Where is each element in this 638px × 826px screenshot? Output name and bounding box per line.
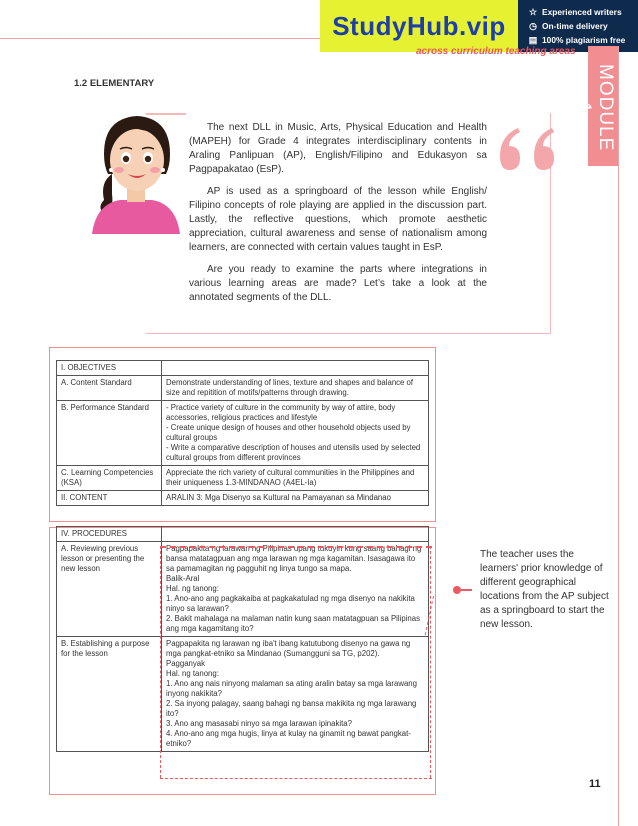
side-rule <box>618 46 619 826</box>
narrative-paragraph: The next DLL in Music, Arts, Physical Education and Health (MAPEH) for Grade 4 integrates interdisciplinary contents in Araling Panlipuan (AP), English/Filipino and Edukasyon sa Pagpapakatao (EsP). <box>189 122 487 175</box>
row-content: Appreciate the rich variety of cultural communities in the Philippines and their uniqueness 1.3-MINDANAO (A4EL-Ia) <box>162 466 429 491</box>
row-label: A. Reviewing previous lesson or presenting the new lesson <box>57 542 162 637</box>
table-row <box>57 466 429 491</box>
page-subtitle: across curriculum teaching areas <box>416 46 576 57</box>
row-line: 3. Ano ang masasabi ninyo sa mga larawan ipinakita? <box>166 719 352 728</box>
perk-label: Experienced writers <box>542 7 622 17</box>
row-line: - Practice variety of culture in the community by way of attire, body accessories, religious practices and lifestyle <box>166 403 396 422</box>
row-content <box>162 637 429 752</box>
procedures-table <box>56 526 429 752</box>
perk-label: 100% plagiarism free <box>542 35 626 45</box>
row-line: Pagganyak <box>166 659 206 668</box>
row-line: - Write a comparative description of houses and utensils used by selected cultural groups from different provinces <box>166 443 421 462</box>
callout-connector <box>461 589 472 591</box>
table-row <box>57 401 429 466</box>
narrative-paragraph: Are you ready to examine the parts where integrations in various learning areas are made? Let’s take a look at the annotated segments of the DLL. <box>189 264 487 303</box>
row-line: 4. Ano-ano ang mga hugis, linya at kulay na ginamit ng bawat pangkat-etniko? <box>166 729 411 748</box>
row-line: Hal. ng tanong: <box>166 669 219 678</box>
row-label: II. CONTENT <box>57 491 162 506</box>
row-line: - Create unique design of houses and other household objects used by cultural groups <box>166 423 411 442</box>
row-line: Pagpapakita ng larawan ng Pilipinas upang tukuyin kung saang bahagi ng bansa matatagpuan ang mga larawan ng mga kagamitan. Isasagawa ito sa pamamagitan ng pagguhit ng linya tungo sa mapa. <box>166 544 422 573</box>
table-row <box>57 491 429 506</box>
row-line: 2. Bakit mahalaga na malaman natin kung saan matatagpuan sa Pilipinas ang mga kagamitang ito? <box>166 614 420 633</box>
row-label: B. Establishing a purpose for the lesson <box>57 637 162 752</box>
row-content <box>162 401 429 466</box>
teacher-avatar <box>82 104 192 234</box>
narrative-paragraph: AP is used as a springboard of the lesson while English/ Filipino concepts of role playing are applied in the discussion part. Lastly, the reflective questions, which promote aesthetic appreciation, cultural awareness and sense of nationalism among learners, are connected with certain values taught in EsP. <box>189 186 487 253</box>
studyhub-banner[interactable] <box>320 0 638 52</box>
perk-label: On-time delivery <box>542 21 608 31</box>
objectives-table <box>56 360 429 506</box>
table-cell <box>162 527 429 542</box>
narrative-text <box>189 121 487 313</box>
row-line: Pagpapakita ng larawan ng iba't ibang katutubong disenyo na gawa ng mga pangkat-etniko sa Mindanao (Sumangguni sa TG, p202). <box>166 639 411 658</box>
highlight-left <box>160 546 161 778</box>
clock-icon: ◷ <box>529 20 537 31</box>
row-content: ARALIN 3: Mga Disenyo sa Kultural na Pamayanan sa Mindanao <box>162 491 429 506</box>
section-heading: 1.2 ELEMENTARY <box>74 78 155 89</box>
highlight-bottom <box>160 778 432 779</box>
row-line: 1. Ano ang nais ninyong malaman sa ating aralin batay sa mga larawang inyong nakikita? <box>166 679 417 698</box>
page-number: 11 <box>589 778 601 790</box>
row-label: A. Content Standard <box>57 376 162 401</box>
module-label: MODULE 1 <box>573 64 616 152</box>
row-label: B. Performance Standard <box>57 401 162 466</box>
row-content: Demonstrate understanding of lines, texture and shapes and balance of size and repitition of motifs/patterns through drawing. <box>162 376 429 401</box>
table-row <box>57 361 429 376</box>
table-row <box>57 527 429 542</box>
row-content <box>162 542 429 637</box>
row-label: C. Learning Competencies (KSA) <box>57 466 162 491</box>
table-cell <box>162 361 429 376</box>
star-icon: ☆ <box>528 6 538 17</box>
table-header-cell: I. OBJECTIVES <box>57 361 162 376</box>
header-rule <box>0 38 320 39</box>
annotation-callout: The teacher uses the learners' prior knowledge of different geographical locations from the AP subject as a springboard to start the new lesson. <box>480 549 609 630</box>
quote-icon <box>496 122 568 172</box>
row-line: Hal. ng tanong: <box>166 584 219 593</box>
studyhub-logo[interactable] <box>320 0 518 52</box>
highlight-top <box>160 546 432 548</box>
perk-item <box>528 19 632 33</box>
table-header-cell: IV. PROCEDURES <box>57 527 162 542</box>
callout-marker <box>453 586 461 594</box>
row-line: Balik-Aral <box>166 574 200 583</box>
perks-list <box>518 0 638 52</box>
table-row <box>57 637 429 752</box>
table-row <box>57 376 429 401</box>
row-line: 2. Sa inyong palagay, saang bahagi ng bansa makikita ng mga larawang ito? <box>166 699 417 718</box>
table-row <box>57 542 429 637</box>
row-line: 1. Ano-ano ang pagkakaiba at pagkakatulad ng mga disenyo na nakikita ninyo sa larawan? <box>166 594 415 613</box>
perk-item <box>528 5 632 19</box>
highlight-right <box>430 546 431 778</box>
document-icon: ▤ <box>528 34 538 45</box>
perk-item <box>528 33 632 47</box>
logo-text: StudyHub.vip <box>332 10 506 41</box>
